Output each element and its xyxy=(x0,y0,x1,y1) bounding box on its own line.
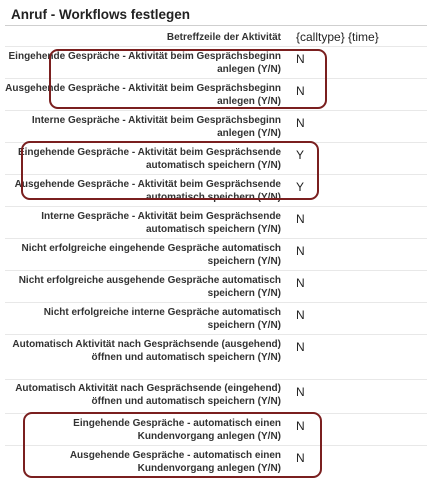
settings-row xyxy=(5,207,427,239)
row-value[interactable]: {calltype} {time} xyxy=(296,30,379,44)
row-label: Automatisch Aktivität nach Gesprächsende (eingehend) öffnen und automatisch speichern (Y/N) xyxy=(15,383,281,407)
row-value[interactable]: N xyxy=(296,116,305,130)
row-value[interactable]: N xyxy=(296,52,305,66)
settings-row xyxy=(5,414,427,446)
row-label: Ausgehende Gespräche - automatisch einen Kundenvorgang anlegen (Y/N) xyxy=(69,450,281,474)
settings-row xyxy=(5,143,427,175)
row-label: Eingehende Gespräche - automatisch einen Kundenvorgang anlegen (Y/N) xyxy=(73,418,281,442)
settings-row xyxy=(5,47,427,79)
settings-row xyxy=(5,303,427,335)
row-label: Interne Gespräche - Aktivität beim Gesprächsende automatisch speichern (Y/N) xyxy=(41,211,281,235)
row-value[interactable]: N xyxy=(296,212,305,226)
row-value[interactable]: Y xyxy=(296,180,305,194)
row-label: Ausgehende Gespräche - Aktivität beim Gesprächsende automatisch speichern (Y/N) xyxy=(14,179,281,203)
row-value[interactable]: N xyxy=(296,308,305,322)
settings-row xyxy=(5,446,427,477)
row-value[interactable]: N xyxy=(296,451,305,465)
header-divider xyxy=(5,25,427,26)
row-label: Nicht erfolgreiche interne Gespräche automatisch speichern (Y/N) xyxy=(43,307,281,331)
settings-row-subject xyxy=(5,27,427,47)
settings-row xyxy=(5,111,427,143)
row-value[interactable]: N xyxy=(296,84,305,98)
panel-header xyxy=(0,0,436,28)
row-label: Betreffzeile der Aktivität xyxy=(166,32,281,43)
row-label: Eingehende Gespräche - Aktivität beim Gesprächsende automatisch speichern (Y/N) xyxy=(17,147,281,171)
row-label: Nicht erfolgreiche eingehende Gespräche automatisch speichern (Y/N) xyxy=(21,243,281,267)
row-label: Interne Gespräche - Aktivität beim Gesprächsbeginn anlegen (Y/N) xyxy=(31,115,281,139)
settings-row xyxy=(5,239,427,271)
settings-row xyxy=(5,79,427,111)
settings-row xyxy=(5,271,427,303)
row-value[interactable]: Y xyxy=(296,148,305,162)
row-value[interactable]: N xyxy=(296,419,305,433)
settings-row xyxy=(5,335,427,380)
panel-title: Anruf - Workflows festlegen xyxy=(11,7,191,22)
row-value[interactable]: N xyxy=(296,276,305,290)
row-value[interactable]: N xyxy=(296,244,305,258)
settings-row xyxy=(5,175,427,207)
row-value[interactable]: N xyxy=(296,340,305,354)
row-label: Ausgehende Gespräche - Aktivität beim Gesprächsbeginn anlegen (Y/N) xyxy=(5,83,281,107)
row-label: Nicht erfolgreiche ausgehende Gespräche automatisch speichern (Y/N) xyxy=(18,275,281,299)
row-value[interactable]: N xyxy=(296,385,305,399)
row-label: Automatisch Aktivität nach Gesprächsende (ausgehend) öffnen und automatisch speichern (Y/N) xyxy=(12,339,281,363)
row-label: Eingehende Gespräche - Aktivität beim Gesprächsbeginn anlegen (Y/N) xyxy=(8,51,281,75)
settings-row xyxy=(5,380,427,414)
